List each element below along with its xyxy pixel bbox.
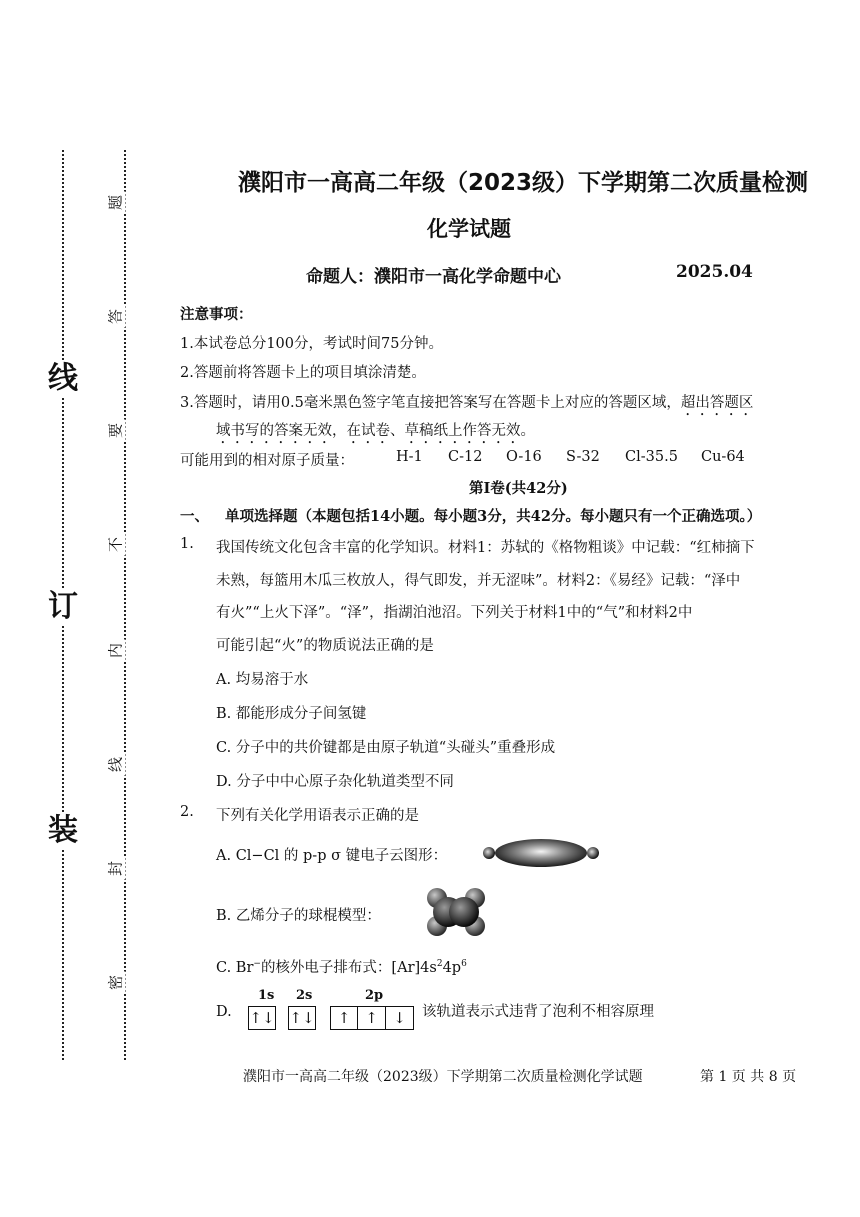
q1-line-2: 未熟，每篮用木瓜三枚放人，得气即发，并无涩味”。材料2：《易经》记载：“泽中 xyxy=(216,573,741,589)
part-number: 一、 xyxy=(180,508,209,525)
q2-c-prefix: C. Br xyxy=(216,960,254,976)
exam-author: 命题人：濮阳市一高化学命题中心 xyxy=(306,267,561,287)
exam-title: 濮阳市一高高二年级（2023级）下学期第二次质量检测 xyxy=(238,170,809,196)
binding-line-inner xyxy=(124,150,126,1060)
cl-nucleus-left xyxy=(483,847,495,859)
atomic-mass-cl: Cl-35.5 xyxy=(625,449,678,465)
orbital-2p-box-1: ↑ xyxy=(330,1006,358,1030)
orbital-2s xyxy=(288,1006,316,1030)
orbital-label-2p: 2p xyxy=(365,988,384,1003)
q2-option-d-text: 该轨道表示式违背了泡利不相容原理 xyxy=(422,1004,654,1020)
atomic-mass-c: C-12 xyxy=(448,449,483,465)
atomic-mass-o: O-16 xyxy=(506,449,542,465)
sigma-cloud-lobe xyxy=(495,839,587,867)
cl-nucleus-right xyxy=(587,847,599,859)
q2-c-p-electrons: 6 xyxy=(461,959,467,970)
q1-option-c: C. 分子中的共价键都是由原子轨道“头碰头”重叠形成 xyxy=(216,740,556,756)
atomic-mass-label: 可能用到的相对原子质量： xyxy=(180,453,354,469)
q2-number: 2. xyxy=(180,804,194,820)
q1-number: 1. xyxy=(180,536,194,552)
notice-item-2: 2.答题前将答题卡上的项目填涂清楚。 xyxy=(180,365,426,381)
exam-date: 2025.04 xyxy=(676,262,753,282)
orbital-2p-box-2: ↑ xyxy=(358,1006,386,1030)
binding-char-zhuang: 装 xyxy=(48,813,78,848)
q2-option-b: B. 乙烯分子的球棍模型： xyxy=(216,908,381,924)
q2-c-s-electrons: 2 xyxy=(436,959,443,970)
orbital-1s xyxy=(248,1006,276,1030)
notice-item-3-continued: 域书写的答案无效，在试卷、草稿纸上作答无效。 xyxy=(216,423,535,439)
binding-small-yao: 要 xyxy=(105,420,126,442)
binding-small-ti: 题 xyxy=(105,192,126,214)
volume-heading: 第Ⅰ卷(共42分) xyxy=(469,480,568,497)
atomic-mass-h: H-1 xyxy=(396,449,423,465)
binding-small-nei: 内 xyxy=(105,640,126,662)
binding-small-bu: 不 xyxy=(105,534,126,556)
ethylene-c-atom-2 xyxy=(449,897,479,927)
q2-option-c xyxy=(216,956,467,977)
exam-subtitle: 化学试题 xyxy=(427,217,511,241)
atomic-mass-s: S-32 xyxy=(566,449,600,465)
page-footer-title: 濮阳市一高高二年级（2023级）下学期第二次质量检测化学试题 xyxy=(243,1069,643,1085)
notice-item-1: 1.本试卷总分100分，考试时间75分钟。 xyxy=(180,336,443,352)
page-number: 第 1 页 共 8 页 xyxy=(700,1069,797,1085)
notice-item-3-emphasis: 超出答题区 xyxy=(680,395,754,411)
orbital-1s-box: ↑↓ xyxy=(248,1006,276,1030)
q1-line-3: 有火”“上火下泽”。“泽”，指湖泊池沼。下列关于材料1中的“气”和材料2中 xyxy=(216,605,693,621)
binding-small-da: 答 xyxy=(105,306,126,328)
binding-small-mi: 密 xyxy=(105,972,126,994)
q2-stem: 下列有关化学用语表示正确的是 xyxy=(216,808,419,824)
orbital-2p-box-3: ↓ xyxy=(386,1006,414,1030)
ethylene-ball-stick-model xyxy=(424,884,488,940)
notice-item-3-text: 3.答题时，请用0.5毫米黑色签字笔直接把答案写在答题卡上对应的答题区域， xyxy=(180,395,681,411)
q2-c-p-orbital: 4p xyxy=(442,960,462,976)
part-description: 单项选择题（本题包括14小题。每小题3分，共42分。每小题只有一个正确选项。） xyxy=(225,508,762,525)
orbital-2p xyxy=(330,1006,414,1030)
q1-option-a: A. 均易溶于水 xyxy=(216,672,309,688)
q1-option-b: B. 都能形成分子间氢键 xyxy=(216,706,367,722)
binding-char-ding: 订 xyxy=(48,589,78,624)
q2-c-charge: − xyxy=(253,959,261,970)
orbital-2s-box: ↑↓ xyxy=(288,1006,316,1030)
q1-line-4: 可能引起“火”的物质说法正确的是 xyxy=(216,638,434,654)
orbital-label-1s: 1s xyxy=(258,988,275,1003)
notice-item-3 xyxy=(180,391,753,419)
atomic-mass-cu: Cu-64 xyxy=(701,449,745,465)
q2-c-config: 的核外电子排布式：[Ar]4s xyxy=(260,960,437,976)
orbital-label-2s: 2s xyxy=(296,988,313,1003)
q1-option-d: D. 分子中中心原子杂化轨道类型不同 xyxy=(216,774,454,790)
sigma-bond-cloud-figure xyxy=(480,837,602,869)
binding-small-xian: 线 xyxy=(105,754,126,776)
binding-small-feng: 封 xyxy=(105,858,126,880)
q2-option-d-label: D. xyxy=(216,1004,232,1020)
binding-char-xian: 线 xyxy=(48,361,78,396)
q2-option-a: A. Cl−Cl 的 p-p σ 键电子云图形： xyxy=(216,848,448,864)
q1-line-1: 我国传统文化包含丰富的化学知识。材料1：苏轼的《格物粗谈》中记载：“红柿摘下 xyxy=(216,540,755,556)
notice-heading: 注意事项： xyxy=(180,306,253,323)
